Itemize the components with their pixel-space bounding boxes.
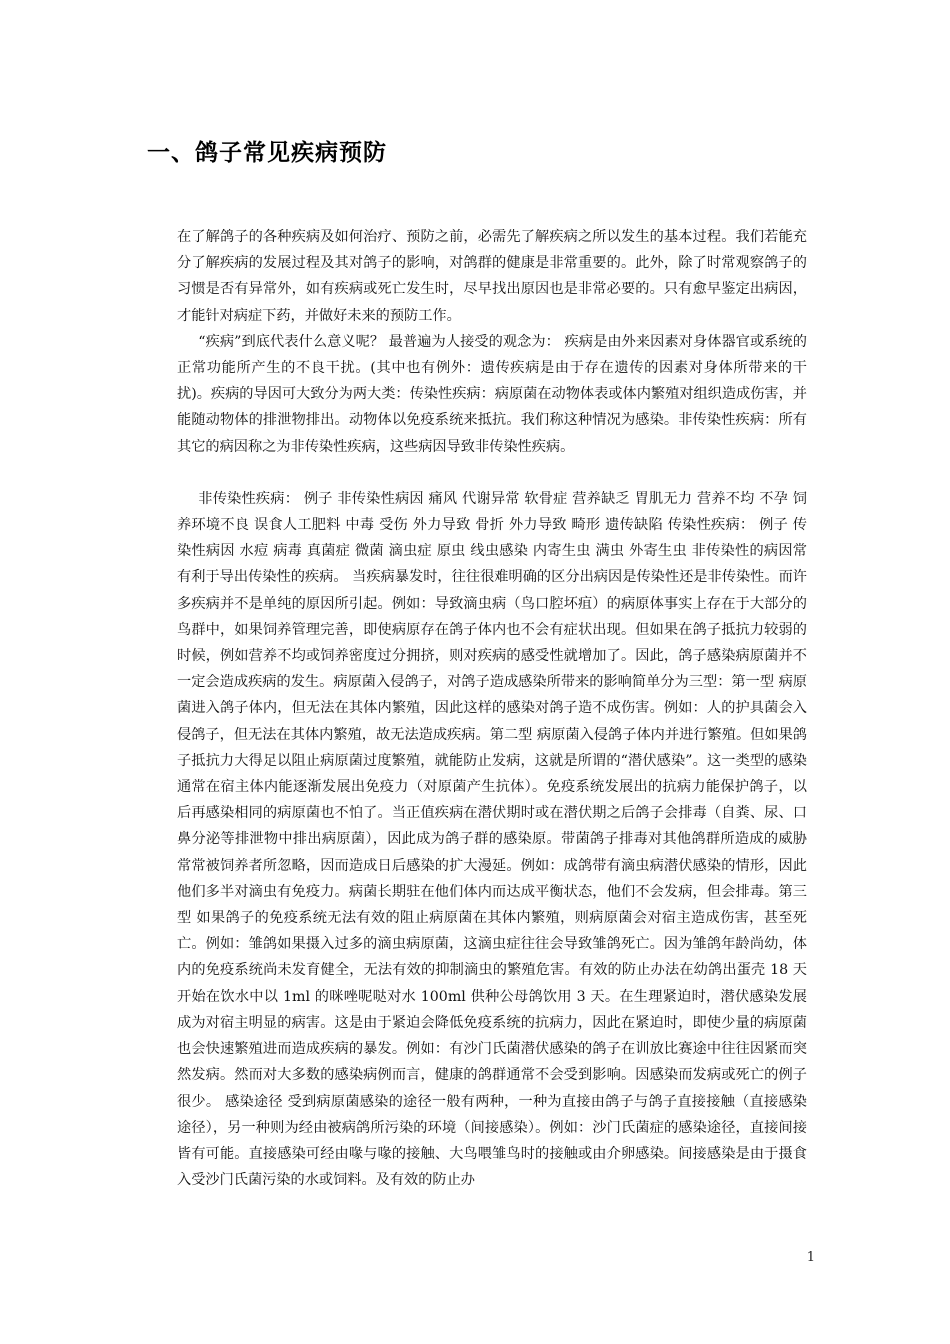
paragraph-intro: 在了解鸽子的各种疾病及如何治疗、预防之前，必需先了解疾病之所以发生的基本过程。我们若能充分了解疾病的发展过程及其对鸽子的影响，对鸽群的健康是非常重要的。此外，除了时常观察鸽子的习惯是否有异常外，如有疾病或死亡发生时，尽早找出原因也是非常必要的。只有愈早鉴定出病因，才能针对病症下药，并做好未来的预防工作。 <box>177 229 807 324</box>
page-number: 1 <box>806 1250 815 1265</box>
document-body <box>177 224 807 1224</box>
paragraph-disease-types: 非传染性疾病： 例子 非传染性病因 痛风 代谢异常 软骨症 营养缺乏 胃肌无力 营养不均 不孕 饲养环境不良 误食人工肥料 中毒 受伤 外力导致 骨折 外力导致 畸形 遗传缺陷 传染性疾病： 例子 传染性病因 水痘 病毒 真菌症 微菌 滴虫症 原虫 线虫感染 内寄生虫 满虫 外寄生虫 非传染性的病因常有利于导出传染性的疾病。 当疾病暴发时，往往很难明确的区分出病因是传染性还是非传染性。而许多疾病并不是单纯的原因所引起。例如：导致滴虫病（鸟口腔坏疽）的病原体事实上存在于大部分的鸟群中，如果饲养管理完善，即使病原存在鸽子体内也不会有症状出现。但如果在鸽子抵抗力较弱的时候，例如营养不均或饲养密度过分拥挤，则对疾病的感受性就增加了。因此，鸽子感染病原菌并不一定会造成疾病的发生。病原菌入侵鸽子，对鸽子造成感染所带来的影响简单分为三型：第一型 病原菌进入鸽子体内，但无法在其体内繁殖，因此这样的感染对鸽子造不成伤害。例如：人的护具菌会入侵鸽子，但无法在其体内繁殖，故无法造成疾病。第二型 病原菌入侵鸽子体内并进行繁殖。但如果鸽子抵抗力大得足以阻止病原菌过度繁殖，就能防止发病，这就是所谓的“潜伏感染”。这一类型的感染通常在宿主体内能逐渐发展出免疫力（对原菌产生抗体）。免疫系统发展出的抗病力能保护鸽子，以后再感染相同的病原菌也不怕了。当正值疾病在潜伏期时或在潜伏期之后鸽子会排毒（自粪、尿、口鼻分泌等排泄物中排出病原菌），因此成为鸽子群的感染原。带菌鸽子排毒对其他鸽群所造成的威胁常常被饲养者所忽略，因而造成日后感染的扩大漫延。例如：成鸽带有滴虫病潜伏感染的情形，因此他们多半对滴虫有免疫力。病菌长期驻在他们体内而达成平衡状态，他们不会发病，但会排毒。第三型 如果鸽子的免疫系统无法有效的阻止病原菌在其体内繁殖，则病原菌会对宿主造成伤害，甚至死亡。例如：雏鸽如果摄入过多的滴虫病原菌，这滴虫症往往会导致雏鸽死亡。因为雏鸽年龄尚幼，体内的免疫系统尚未发育健全，无法有效的抑制滴虫的繁殖危害。有效的防止办法在幼鸽出蛋壳 18 天开始在饮水中以 1ml 的咪唑呢哒对水 100ml 供种公母鸽饮用 3 天。在生理紧迫时，潜伏感染发展成为对宿主明显的病害。这是由于紧迫会降低免疫系统的抗病力，因此在紧迫时，即使少量的病原菌也会快速繁殖进而造成疾病的暴发。例如：有沙门氏菌潜伏感染的鸽子在训放比赛途中往往因紧而突然发病。然而对大多数的感染病例而言，健康的鸽群通常不会受到影响。因感染而发病或死亡的例子很少。 感染途径 受到病原菌感染的途径一般有两种，一种为直接由鸽子与鸽子直接接触（直接感染途径），另一种则为经由被病鸽所污染的环境（间接感染）。例如：沙门氏菌症的感染途径，直接间接皆有可能。直接感染可经由喙与喙的接触、大鸟喂雏鸟时的接触或由介卵感染。间接感染是由于摄食入受沙门氏菌污染的水或饲料。及有效的防止办 <box>177 490 807 1189</box>
paragraph-definition: “疾病”到底代表什么意义呢？ 最普遍为人接受的观念为： 疾病是由外来因素对身体器官或系统的正常功能所产生的不良干扰。(其中也有例外：遗传疾病是由于存在遗传的因素对身体所带来的干扰)。疾病的导因可大致分为两大类：传染性疾病：病原菌在动物体表或体内繁殖对组织造成伤害，并能随动物体的排泄物排出。动物体以免疫系统来抵抗。我们称这种情况为感染。非传染性疾病：所有其它的病因称之为非传染性疾病，这些病因导致非传染性疾病。 <box>177 333 807 455</box>
page-title: 一、鸽子常见疾病预防 <box>147 140 387 166</box>
